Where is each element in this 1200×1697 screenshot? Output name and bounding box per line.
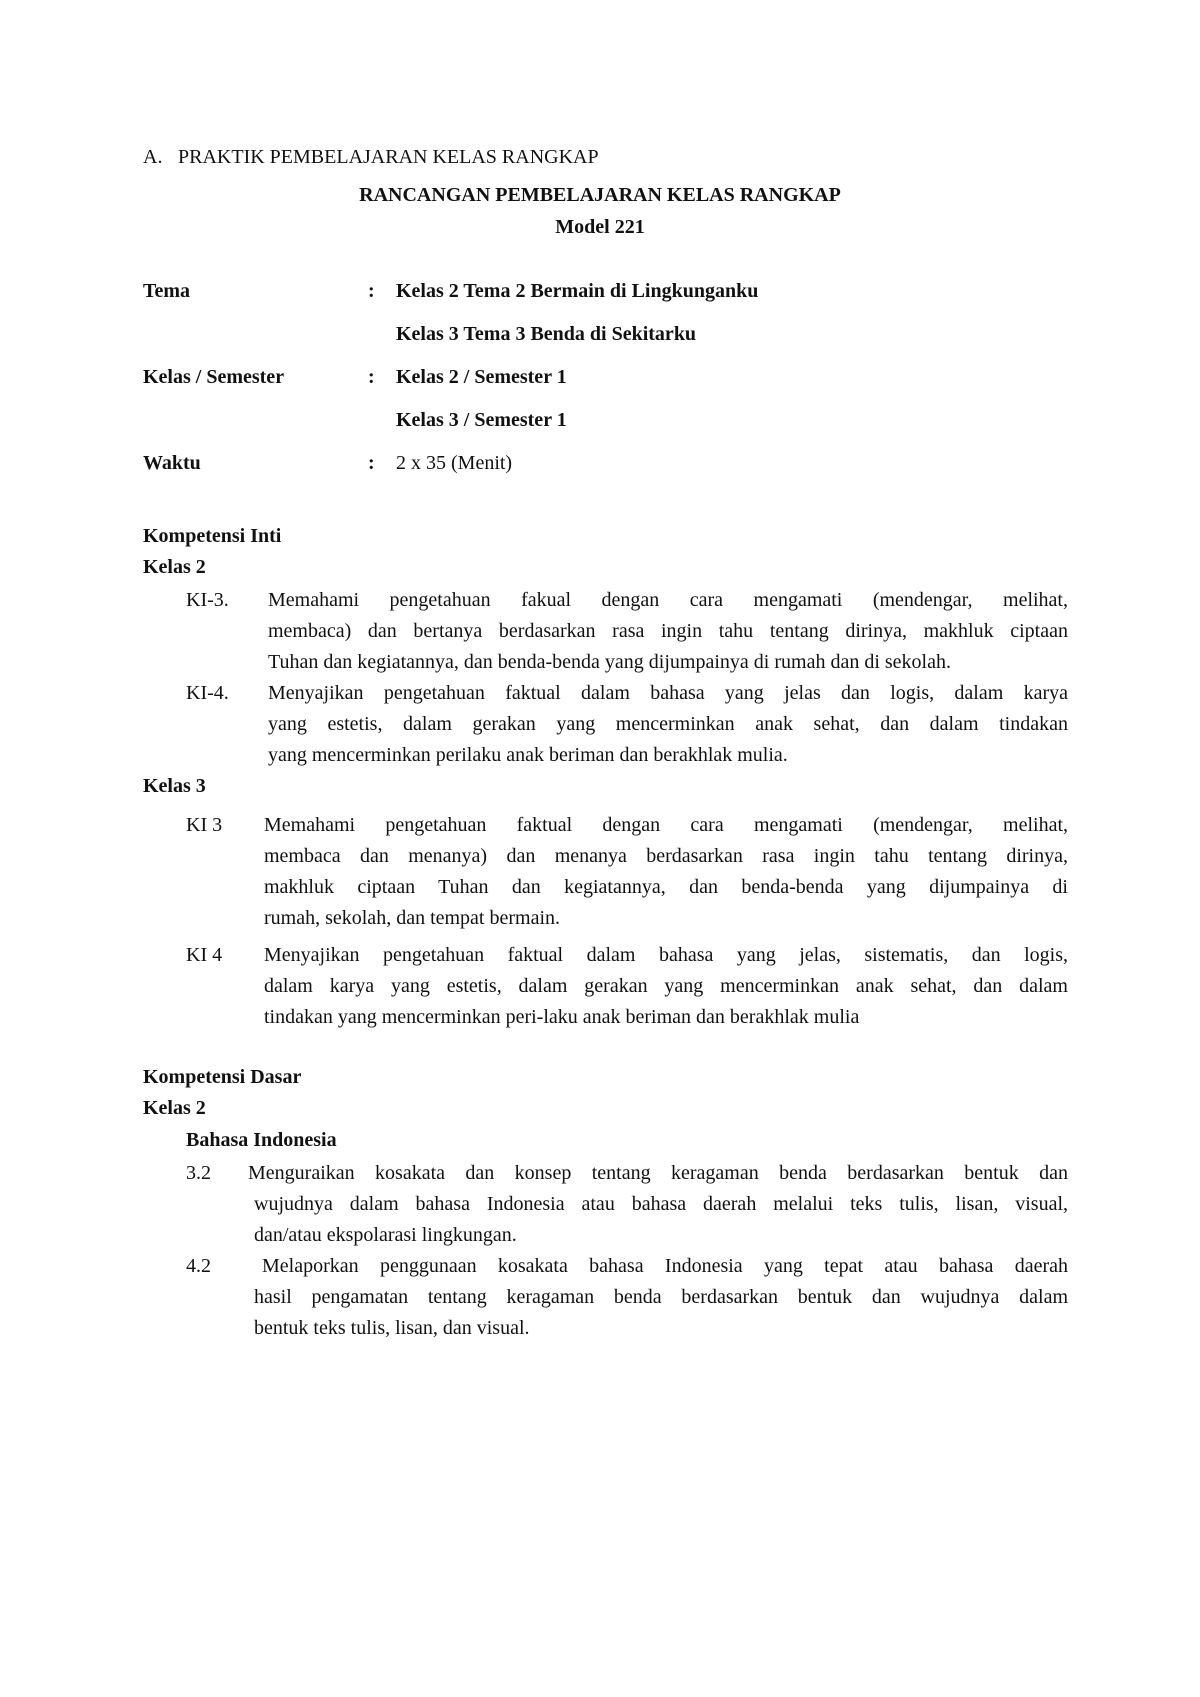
ki-4-line-3: yang mencerminkan perilaku anak beriman dan berakhlak mulia.: [268, 744, 788, 766]
section-heading: PRAKTIK PEMBELAJARAN KELAS RANGKAP: [178, 146, 599, 168]
ki-3-text: [268, 585, 1068, 678]
kelas-semester-label: Kelas / Semester: [143, 366, 285, 388]
tema-value-1: Kelas 2 Tema 2 Bermain di Lingkunganku: [396, 280, 759, 302]
kelas-semester-separator: :: [368, 366, 375, 388]
tema-label: Tema: [143, 280, 191, 302]
ki-kelas2-heading: Kelas 2: [143, 556, 206, 578]
kd-3-2-text: [248, 1158, 1068, 1189]
ki3-kelas3-line-2: membaca dan menanya) dan menanya berdasarkan rasa ingin tahu tentang dirinya,: [264, 845, 1068, 867]
kd-4-2-line-3: bentuk teks tulis, lisan, dan visual.: [254, 1317, 530, 1339]
kd-3-2-line-1: Menguraikan kosakata dan konsep tentang keragaman benda berdasarkan bentuk dan: [248, 1162, 1068, 1184]
ki-4-line-2: yang estetis, dalam gerakan yang mencerminkan anak sehat, dan dalam tindakan: [268, 713, 1068, 735]
tema-separator: :: [368, 280, 375, 302]
kd-subject-heading: Bahasa Indonesia: [186, 1129, 337, 1151]
kd-3-2-line-3: dan/atau ekspolarasi lingkungan.: [254, 1224, 517, 1246]
kd-4-2-line-2: hasil pengamatan tentang keragaman benda berdasarkan bentuk dan wujudnya dalam: [254, 1286, 1068, 1308]
kompetensi-dasar-heading: Kompetensi Dasar: [143, 1066, 302, 1088]
document-title: RANCANGAN PEMBELAJARAN KELAS RANGKAP: [359, 184, 841, 206]
ki3-kelas3-text: [264, 810, 1068, 934]
waktu-separator: :: [368, 452, 375, 474]
kd-4-2-text-cont: [254, 1282, 1068, 1344]
ki4-kelas3-line-3: tindakan yang mencerminkan peri-laku anak beriman dan berakhlak mulia: [264, 1006, 860, 1028]
ki4-kelas3-code: KI 4: [186, 944, 223, 966]
ki3-kelas3-line-1: Memahami pengetahuan faktual dengan cara mengamati (mendengar, melihat,: [264, 814, 1068, 836]
document-subtitle: Model 221: [555, 216, 645, 238]
ki3-kelas3-code: KI 3: [186, 814, 223, 836]
ki4-kelas3-text: [264, 940, 1068, 1033]
ki-kelas3-heading: Kelas 3: [143, 775, 206, 797]
kelas-semester-value-1: Kelas 2 / Semester 1: [396, 366, 567, 388]
ki-3-code: KI-3.: [186, 589, 229, 611]
tema-value-2: Kelas 3 Tema 3 Benda di Sekitarku: [396, 323, 697, 345]
ki-4-code: KI-4.: [186, 682, 229, 704]
kd-4-2-code: 4.2: [186, 1255, 211, 1277]
waktu-value: 2 x 35 (Menit): [396, 452, 513, 474]
ki-3-line-1: Memahami pengetahuan fakual dengan cara mengamati (mendengar, melihat,: [268, 589, 1068, 611]
ki-4-line-1: Menyajikan pengetahuan faktual dalam bahasa yang jelas dan logis, dalam karya: [268, 682, 1068, 704]
ki4-kelas3-line-2: dalam karya yang estetis, dalam gerakan yang mencerminkan anak sehat, dan dalam: [264, 975, 1068, 997]
section-marker: A.: [143, 146, 163, 168]
waktu-label: Waktu: [143, 452, 201, 474]
kd-3-2-line-2: wujudnya dalam bahasa Indonesia atau bahasa daerah melalui teks tulis, lisan, visual,: [254, 1193, 1068, 1215]
ki-4-text: [268, 678, 1068, 771]
ki3-kelas3-line-3: makhluk ciptaan Tuhan dan kegiatannya, dan benda-benda yang dijumpainya di: [264, 876, 1068, 898]
kd-kelas2-heading: Kelas 2: [143, 1097, 206, 1119]
kelas-semester-value-2: Kelas 3 / Semester 1: [396, 409, 567, 431]
kd-3-2-text-cont: [254, 1189, 1068, 1251]
ki-3-line-3: Tuhan dan kegiatannya, dan benda-benda yang dijumpainya di rumah dan di sekolah.: [268, 651, 951, 673]
kd-4-2-line-1: Melaporkan penggunaan kosakata bahasa Indonesia yang tepat atau bahasa daerah: [262, 1255, 1068, 1277]
ki3-kelas3-line-4: rumah, sekolah, dan tempat bermain.: [264, 907, 561, 929]
ki4-kelas3-line-1: Menyajikan pengetahuan faktual dalam bahasa yang jelas, sistematis, dan logis,: [264, 944, 1068, 966]
ki-3-line-2: membaca) dan bertanya berdasarkan rasa ingin tahu tentang dirinya, makhluk ciptaan: [268, 620, 1068, 642]
kd-3-2-code: 3.2: [186, 1162, 211, 1184]
kd-4-2-text: [262, 1251, 1068, 1282]
kompetensi-inti-heading: Kompetensi Inti: [143, 525, 282, 547]
